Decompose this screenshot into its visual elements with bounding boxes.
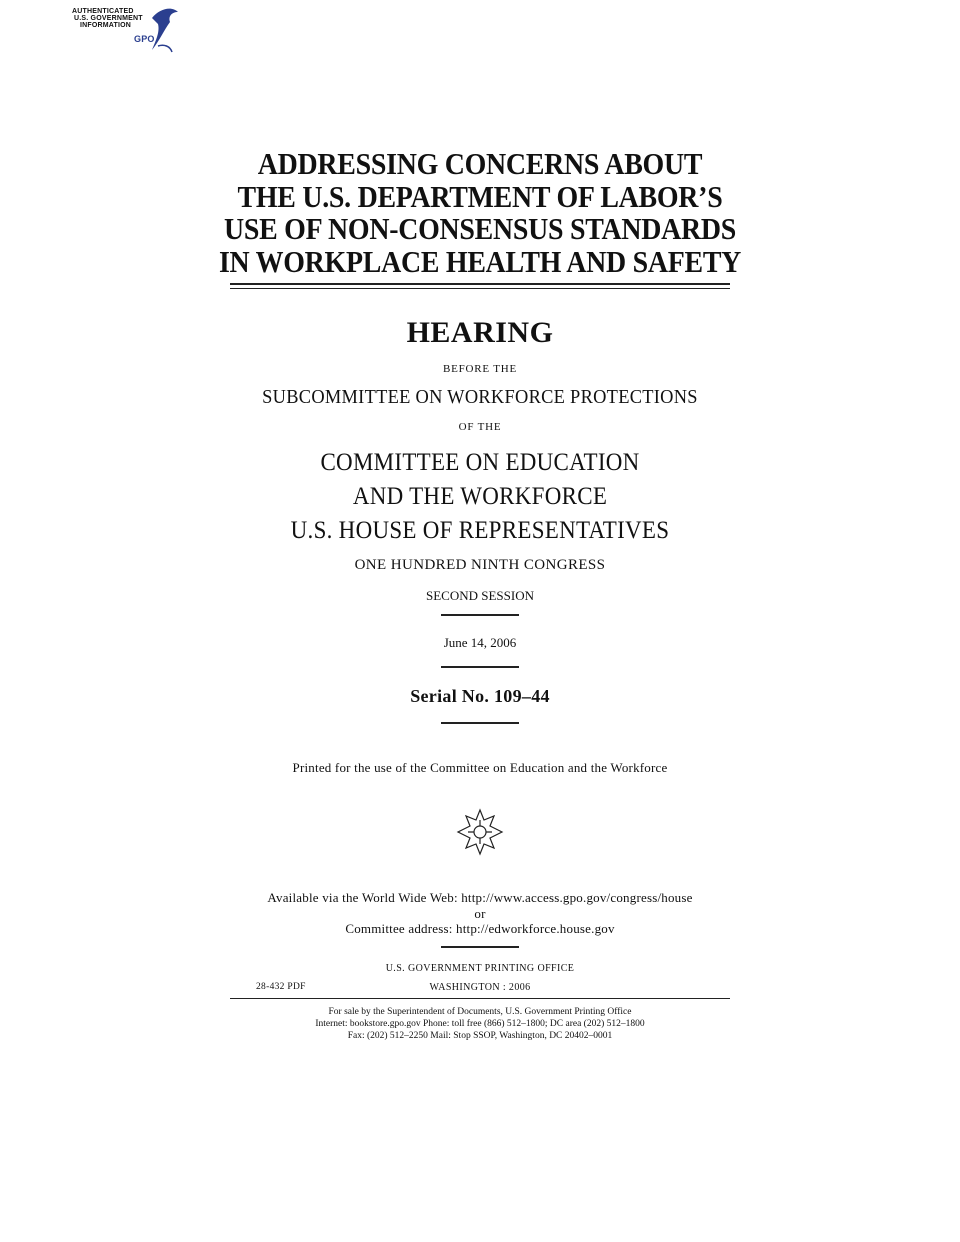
logo-line-authenticated: AUTHENTICATED (72, 8, 134, 15)
subcommittee-name: SUBCOMMITTEE ON WORKFORCE PROTECTIONS (262, 386, 698, 408)
title-line-1: ADDRESSING CONCERNS ABOUT (257, 146, 703, 181)
gpo-ornament-icon (454, 806, 506, 858)
session-label: SECOND SESSION (426, 588, 534, 603)
title-line-4: IN WORKPLACE HEALTH AND SAFETY (218, 243, 742, 279)
title-line-3: USE OF NON-CONSENSUS STANDARDS (223, 211, 737, 246)
serial-number: Serial No. 109–44 (410, 686, 550, 706)
web-availability: Available via the World Wide Web: http://www.access.gpo.gov/congress/house (267, 890, 693, 905)
of-the-label: OF THE (458, 421, 502, 433)
serial-rule (441, 722, 519, 724)
hearing-heading: HEARING (406, 316, 554, 349)
congress-label: ONE HUNDRED NINTH CONGRESS (354, 557, 606, 573)
logo-gpo-mark: GPO (134, 34, 155, 44)
place-year: WASHINGTON : 2006 (429, 982, 531, 993)
printing-office: U.S. GOVERNMENT PRINTING OFFICE (385, 963, 575, 974)
committee-address: Committee address: http://edworkforce.house.gov (345, 921, 615, 936)
footer-rule (230, 998, 730, 999)
logo-line-government: U.S. GOVERNMENT (74, 15, 143, 22)
hearing-date: June 14, 2006 (443, 635, 517, 650)
sale-line-2: Internet: bookstore.gpo.gov Phone: toll free (866) 512–1800; DC area (202) 512–1800 (315, 1019, 645, 1029)
printed-for-note: Printed for the use of the Committee on Education and the Workforce (292, 760, 668, 775)
sale-info (0, 1006, 960, 1042)
sale-line-3: Fax: (202) 512–2250 Mail: Stop SSOP, Washington, DC 20402–0001 (347, 1031, 613, 1041)
committee-name (38, 446, 921, 548)
date-rule (441, 666, 519, 668)
sale-line-1: For sale by the Superintendent of Documents, U.S. Government Printing Office (328, 1007, 632, 1017)
session-rule (441, 614, 519, 616)
document-title (48, 148, 912, 278)
before-the-label: BEFORE THE (442, 363, 518, 375)
committee-line-3: U.S. HOUSE OF REPRESENTATIVES (290, 517, 670, 544)
document-id: 28-432 PDF (256, 982, 306, 992)
committee-line-2: AND THE WORKFORCE (352, 483, 608, 510)
gpo-authentication-logo (68, 4, 186, 58)
title-rule-bottom (230, 288, 730, 289)
address-rule (441, 946, 519, 948)
logo-line-information: INFORMATION (80, 22, 132, 29)
title-rule-top (230, 283, 730, 285)
or-label: or (474, 906, 486, 921)
title-line-2: THE U.S. DEPARTMENT OF LABOR’S (237, 178, 723, 214)
committee-line-1: COMMITTEE ON EDUCATION (320, 449, 640, 476)
